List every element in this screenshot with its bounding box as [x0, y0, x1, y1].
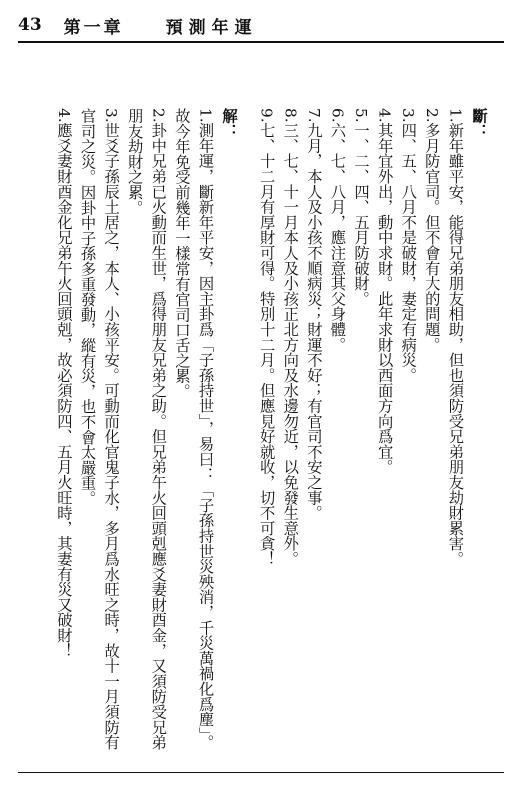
judgement-item: 7.九月，本人及小孩不順病災；財運不好；有官司不安之事。 — [304, 108, 323, 521]
judgement-item: 1.新年雖平安，能得兄弟朋友相助，但也須防受兄弟朋友劫財累害。 — [446, 108, 465, 567]
explanation-line: 1.測年運，斷新年平安，因主卦爲「子孫持世」，易曰：「子孫持世災殃消，千災萬禍化爲塵」。 — [196, 108, 215, 750]
judgement-item: 4.其年宜外出，動中求財。此年求財以西面方向爲宜。 — [375, 108, 394, 475]
header-rule — [18, 41, 504, 43]
page-number: 43 — [18, 15, 42, 35]
explanation-line: 3.世爻子孫辰土居之，本人、小孩平安。可動而化官鬼子水，多月爲水旺之時，故十一月須防有 — [102, 108, 121, 750]
explanation-heading: 解： — [220, 108, 239, 139]
judgement-item: 2.多月防官司。但不會有大的問題。 — [422, 108, 441, 353]
footer-rule — [18, 772, 504, 773]
page-header — [18, 10, 504, 40]
explanation-line: 朋友劫財之累。 — [125, 108, 144, 216]
judgement-item: 8.三、七、十一月本人及小孩正北方向及水邊勿近，以免發生意外。 — [281, 108, 300, 567]
explanation-line: 官司之災。因卦中子孫多重發動，縱有災，也不會太嚴重。 — [78, 108, 97, 506]
judgement-item: 5.一、二、四、五月防破財。 — [352, 108, 371, 307]
page-body — [40, 108, 490, 758]
judgement-item: 6.六、七、八月，應注意其父身體。 — [328, 108, 347, 353]
judgement-item: 9.七、十二月有厚財可得。特別十二月。但應見好就收，切不可貪！ — [257, 108, 276, 567]
judgement-heading: 斷： — [470, 108, 488, 139]
chapter-label: 第一章 — [63, 17, 124, 38]
explanation-line: 2.卦中兄弟已火動而生世，爲得朋友兄弟之助。但兄弟午火回頭剋應爻妻財酉金，又須防受兄弟 — [149, 108, 168, 750]
judgement-item: 3.四、五、八月不是破財，妻定有病災。 — [399, 108, 418, 383]
explanation-line: 4.應爻妻財酉金化兄弟午火回頭剋，故必須防四、五月火旺時，其妻有災又破財！ — [54, 108, 73, 659]
explanation-line: 故今年免受前幾年一樣常有官司口舌之累。 — [172, 108, 191, 399]
section-gap — [240, 108, 254, 758]
running-title: 預測年運 — [165, 17, 258, 38]
